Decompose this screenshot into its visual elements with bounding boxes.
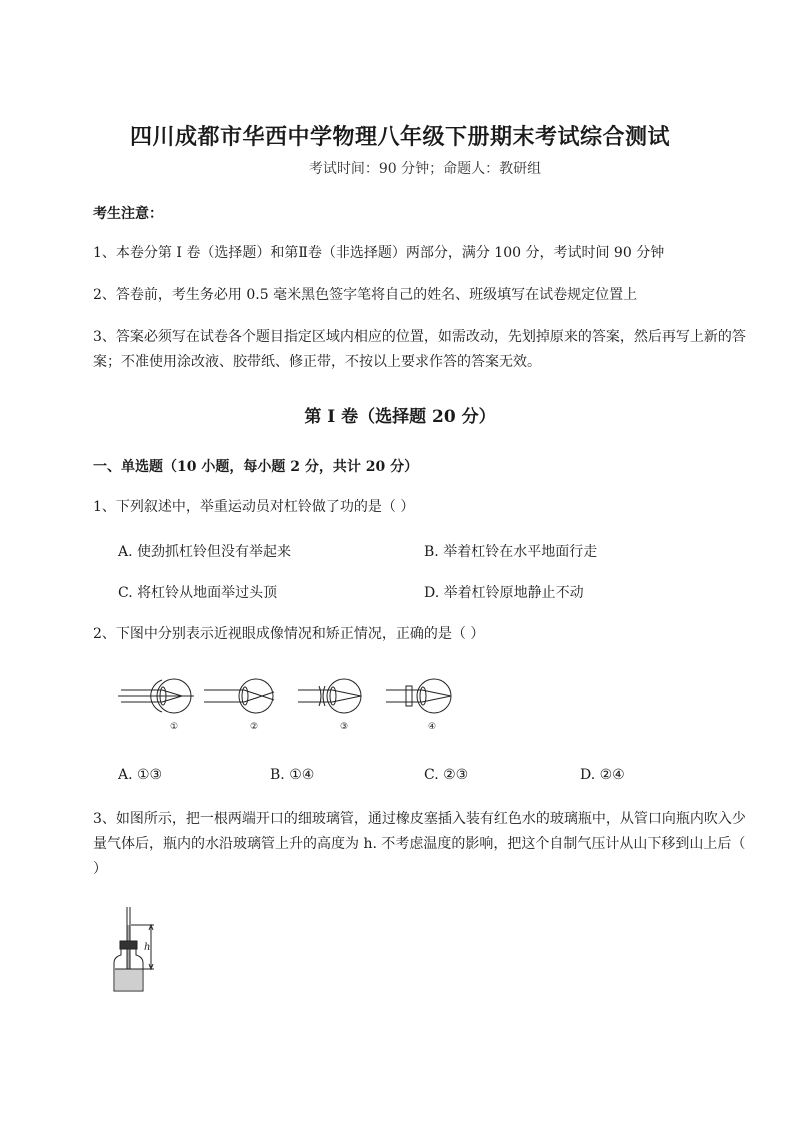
eye-diagram-1 (118, 679, 194, 713)
question-3-stem: 3、如图所示，把一根两端开口的细玻璃管，通过橡皮塞插入装有红色水的玻璃瓶中，从管口向瓶内吹入少量气体后，瓶内的水沿玻璃管上升的高度为 h. 不考虑温度的影响，把这个自制气压计从山下移到山上后（ ） (93, 811, 746, 877)
eye-label-4: ④ (427, 722, 437, 732)
section-title: 第 I 卷（选择题 20 分） (304, 407, 496, 427)
question-2-stem: 2、下图中分别表示近视眼成像情况和矫正情况，正确的是（ ） (93, 626, 485, 642)
exam-subtitle: 考试时间：90 分钟；命题人：教研组 (308, 161, 542, 177)
question-2-option-b: B. ①④ (270, 767, 315, 783)
question-1-option-a: A. 使劲抓杠铃但没有举起来 (118, 544, 292, 560)
height-label: h (144, 942, 151, 953)
notice-item-1: 1、本卷分第 I 卷（选择题）和第Ⅱ卷（非选择题）两部分，满分 100 分，考试时间 90 分钟 (93, 245, 665, 261)
exam-title: 四川成都市华西中学物理八年级下册期末考试综合测试 (129, 124, 670, 150)
eye-label-2: ② (249, 722, 259, 732)
notice-item-2: 2、答卷前，考生务必用 0.5 毫米黑色签字笔将自己的姓名、班级填写在试卷规定位置上 (93, 287, 638, 303)
barometer-diagram (108, 905, 170, 997)
notice-heading: 考生注意： (93, 206, 163, 222)
question-1-option-b: B. 举着杠铃在水平地面行走 (424, 544, 598, 560)
notice-item-3: 3、答案必须写在试卷各个题目指定区域内相应的位置，如需改动，先划掉原来的答案，然后再写上新的答案；不准使用涂改液、胶带纸、修正带，不按以上要求作答的答案无效。 (93, 329, 746, 370)
eye-diagrams (116, 676, 476, 738)
question-1-option-d: D. 举着杠铃原地静止不动 (424, 585, 584, 601)
eye-label-1: ① (169, 722, 179, 732)
question-1-stem: 1、下列叙述中，举重运动员对杠铃做了功的是（ ） (93, 499, 415, 515)
eye-diagram-figure (116, 676, 476, 738)
eye-diagram-4 (386, 679, 451, 713)
question-2-option-a: A. ①③ (118, 767, 163, 783)
question-2-option-c: C. ②③ (424, 767, 469, 783)
question-1-option-c: C. 将杠铃从地面举过头顶 (118, 585, 278, 601)
question-group-heading: 一、单选题（10 小题，每小题 2 分，共计 20 分） (93, 459, 419, 475)
eye-label-3: ③ (339, 722, 349, 732)
eye-diagram-3 (298, 679, 361, 713)
eye-diagram-2 (204, 679, 274, 713)
question-2-option-d: D. ②④ (580, 767, 625, 783)
barometer-figure (108, 905, 170, 997)
